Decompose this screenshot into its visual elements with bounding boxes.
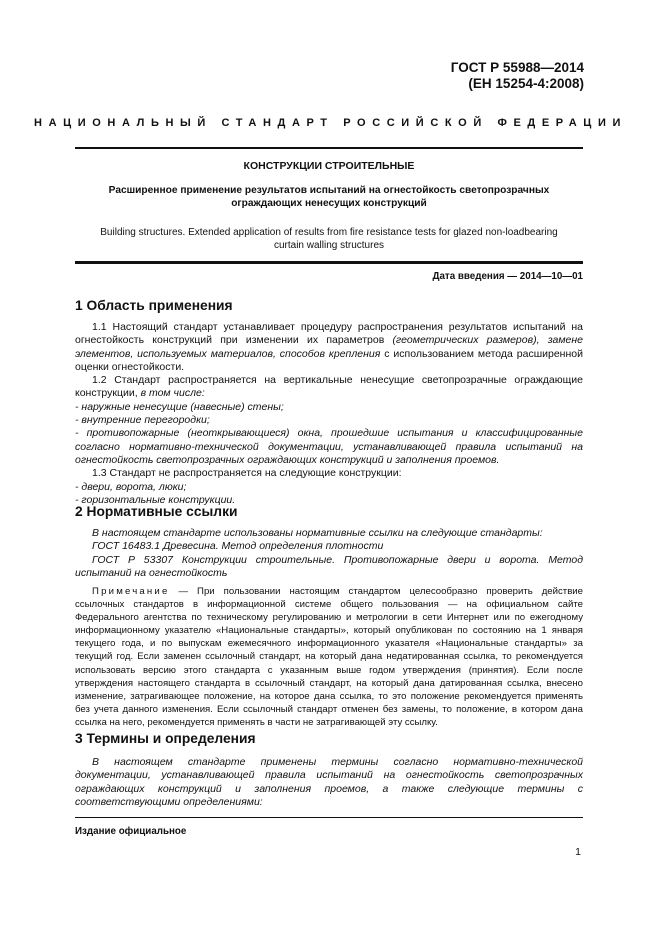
subtitle-ru-line: ограждающих ненесущих конструкций [231, 198, 427, 209]
section-1-body [75, 321, 583, 507]
note-label: Примечание [92, 586, 170, 597]
page-number: 1 [575, 846, 581, 858]
official-publication-label: Издание официальное [75, 826, 187, 837]
list-item: - противопожарные (неоткрывающиеся) окна, прошедшие испытания и классифицированные согласно нормативно-технической документации, устанавливающей правила испытаний на огнестойкость светопрозрачных ограждающих конструкций и заполнения проемов. [75, 427, 583, 466]
reference-item: ГОСТ 16483.1 Древесина. Метод определения плотности [92, 540, 384, 553]
reference-note [75, 585, 583, 729]
en-equivalent: (ЕН 15254-4:2008) [468, 76, 584, 91]
section-2-heading: 2 Нормативные ссылки [75, 504, 238, 519]
gost-number: ГОСТ Р 55988—2014 [450, 60, 584, 75]
text-run: с использованием метода расширенной оценки огнестойкости. [75, 347, 583, 373]
section-2-body [75, 527, 583, 580]
section-3-heading: 3 Термины и определения [75, 731, 256, 746]
section-1-heading: 1 Область применения [75, 298, 233, 313]
section-3-body [75, 756, 583, 809]
document-designation [451, 60, 584, 92]
list-item: - внутренние перегородки; [75, 414, 210, 427]
title-en-line: curtain walling structures [273, 240, 385, 251]
top-rule [75, 147, 583, 149]
title-en-line: Building structures. Extended application of results from fire resistance tests for glazed non-loadbearing [100, 227, 558, 238]
list-item: - горизонтальные конструкции. [75, 493, 236, 506]
list-item: - наружные ненесущие (навесные) стены; [75, 400, 284, 413]
references-intro: В настоящем стандарте использованы нормативные ссылки на следующие стандарты: [92, 527, 543, 539]
subtitle-ru [75, 184, 583, 210]
paragraph-1-3: 1.3 Стандарт не распространяется на следующие конструкции: [92, 467, 402, 480]
text-run: 1.1 Настоящий стандарт устанавливает процедуру распространения результатов испытаний на огнестойкость конструкций при изменении их параметров [75, 321, 583, 347]
note-text: — При пользовании настоящим стандартом целесообразно проверить действие ссылочных стандартов в информационной системе общего пользования — на официальном сайте Федерального агентства по техническому регулированию и метрологии в сети Интернет или по ежегодному информационному указателю «Национальные стандарты», который опубликован по состоянию на 1 января текущего года, и по выпускам ежемесячного информационного указателя «Национальные стандарты» за текущий год. Если заменен ссылочный стандарт, на который дана недатированная ссылка, то рекомендуется использовать версию этого стандарта с указанным выше годом утверждения (принятия). Если после утверждения настоящего стандарта в ссылочный стандарт, на который дана датированная ссылка, внесено изменение, затрагивающее положение, на которое дана ссылка, то это положение рекомендуется применять без учета данного изменения. Если ссылочный стандарт отменен без замены, то положение, в котором дана ссылка на него, рекомендуется применять в части не затрагивающей эту ссылку. [75, 586, 583, 728]
subtitle-ru-line: Расширенное применение результатов испытаний на огнестойкость светопрозрачных [108, 185, 550, 196]
text-run: 1.2 Стандарт распространяется на вертикальные ненесущие светопрозрачные ограждающие конструкции, [75, 374, 583, 400]
title-rule [75, 261, 583, 264]
paragraph-1-1 [75, 321, 583, 374]
footer-rule [75, 817, 583, 818]
text-run-italic: в том числе: [140, 387, 205, 400]
introduction-date: Дата введения — 2014—10—01 [432, 271, 583, 282]
national-standard-banner: НАЦИОНАЛЬНЫЙ СТАНДАРТ РОССИЙСКОЙ ФЕДЕРАЦИИ [34, 117, 627, 129]
title-ru: КОНСТРУКЦИИ СТРОИТЕЛЬНЫЕ [243, 160, 415, 172]
title-en [75, 226, 583, 252]
text-run-italic: (геометрических размеров), замене элементов, используемых материалов, способов крепления [75, 334, 583, 360]
list-item: - двери, ворота, люки; [75, 480, 187, 493]
reference-item: ГОСТ Р 53307 Конструкции строительные. Противопожарные двери и ворота. Метод испытаний на огнестойкость [75, 553, 583, 579]
paragraph-3-intro: В настоящем стандарте применены термины согласно нормативно-технической документации, устанавливающей правила испытаний на огнестойкость светопрозрачных ограждающих конструкций и заполнения проемов, а также следующие термины с соответствующими определениями: [75, 756, 583, 808]
paragraph-1-2 [75, 374, 583, 401]
